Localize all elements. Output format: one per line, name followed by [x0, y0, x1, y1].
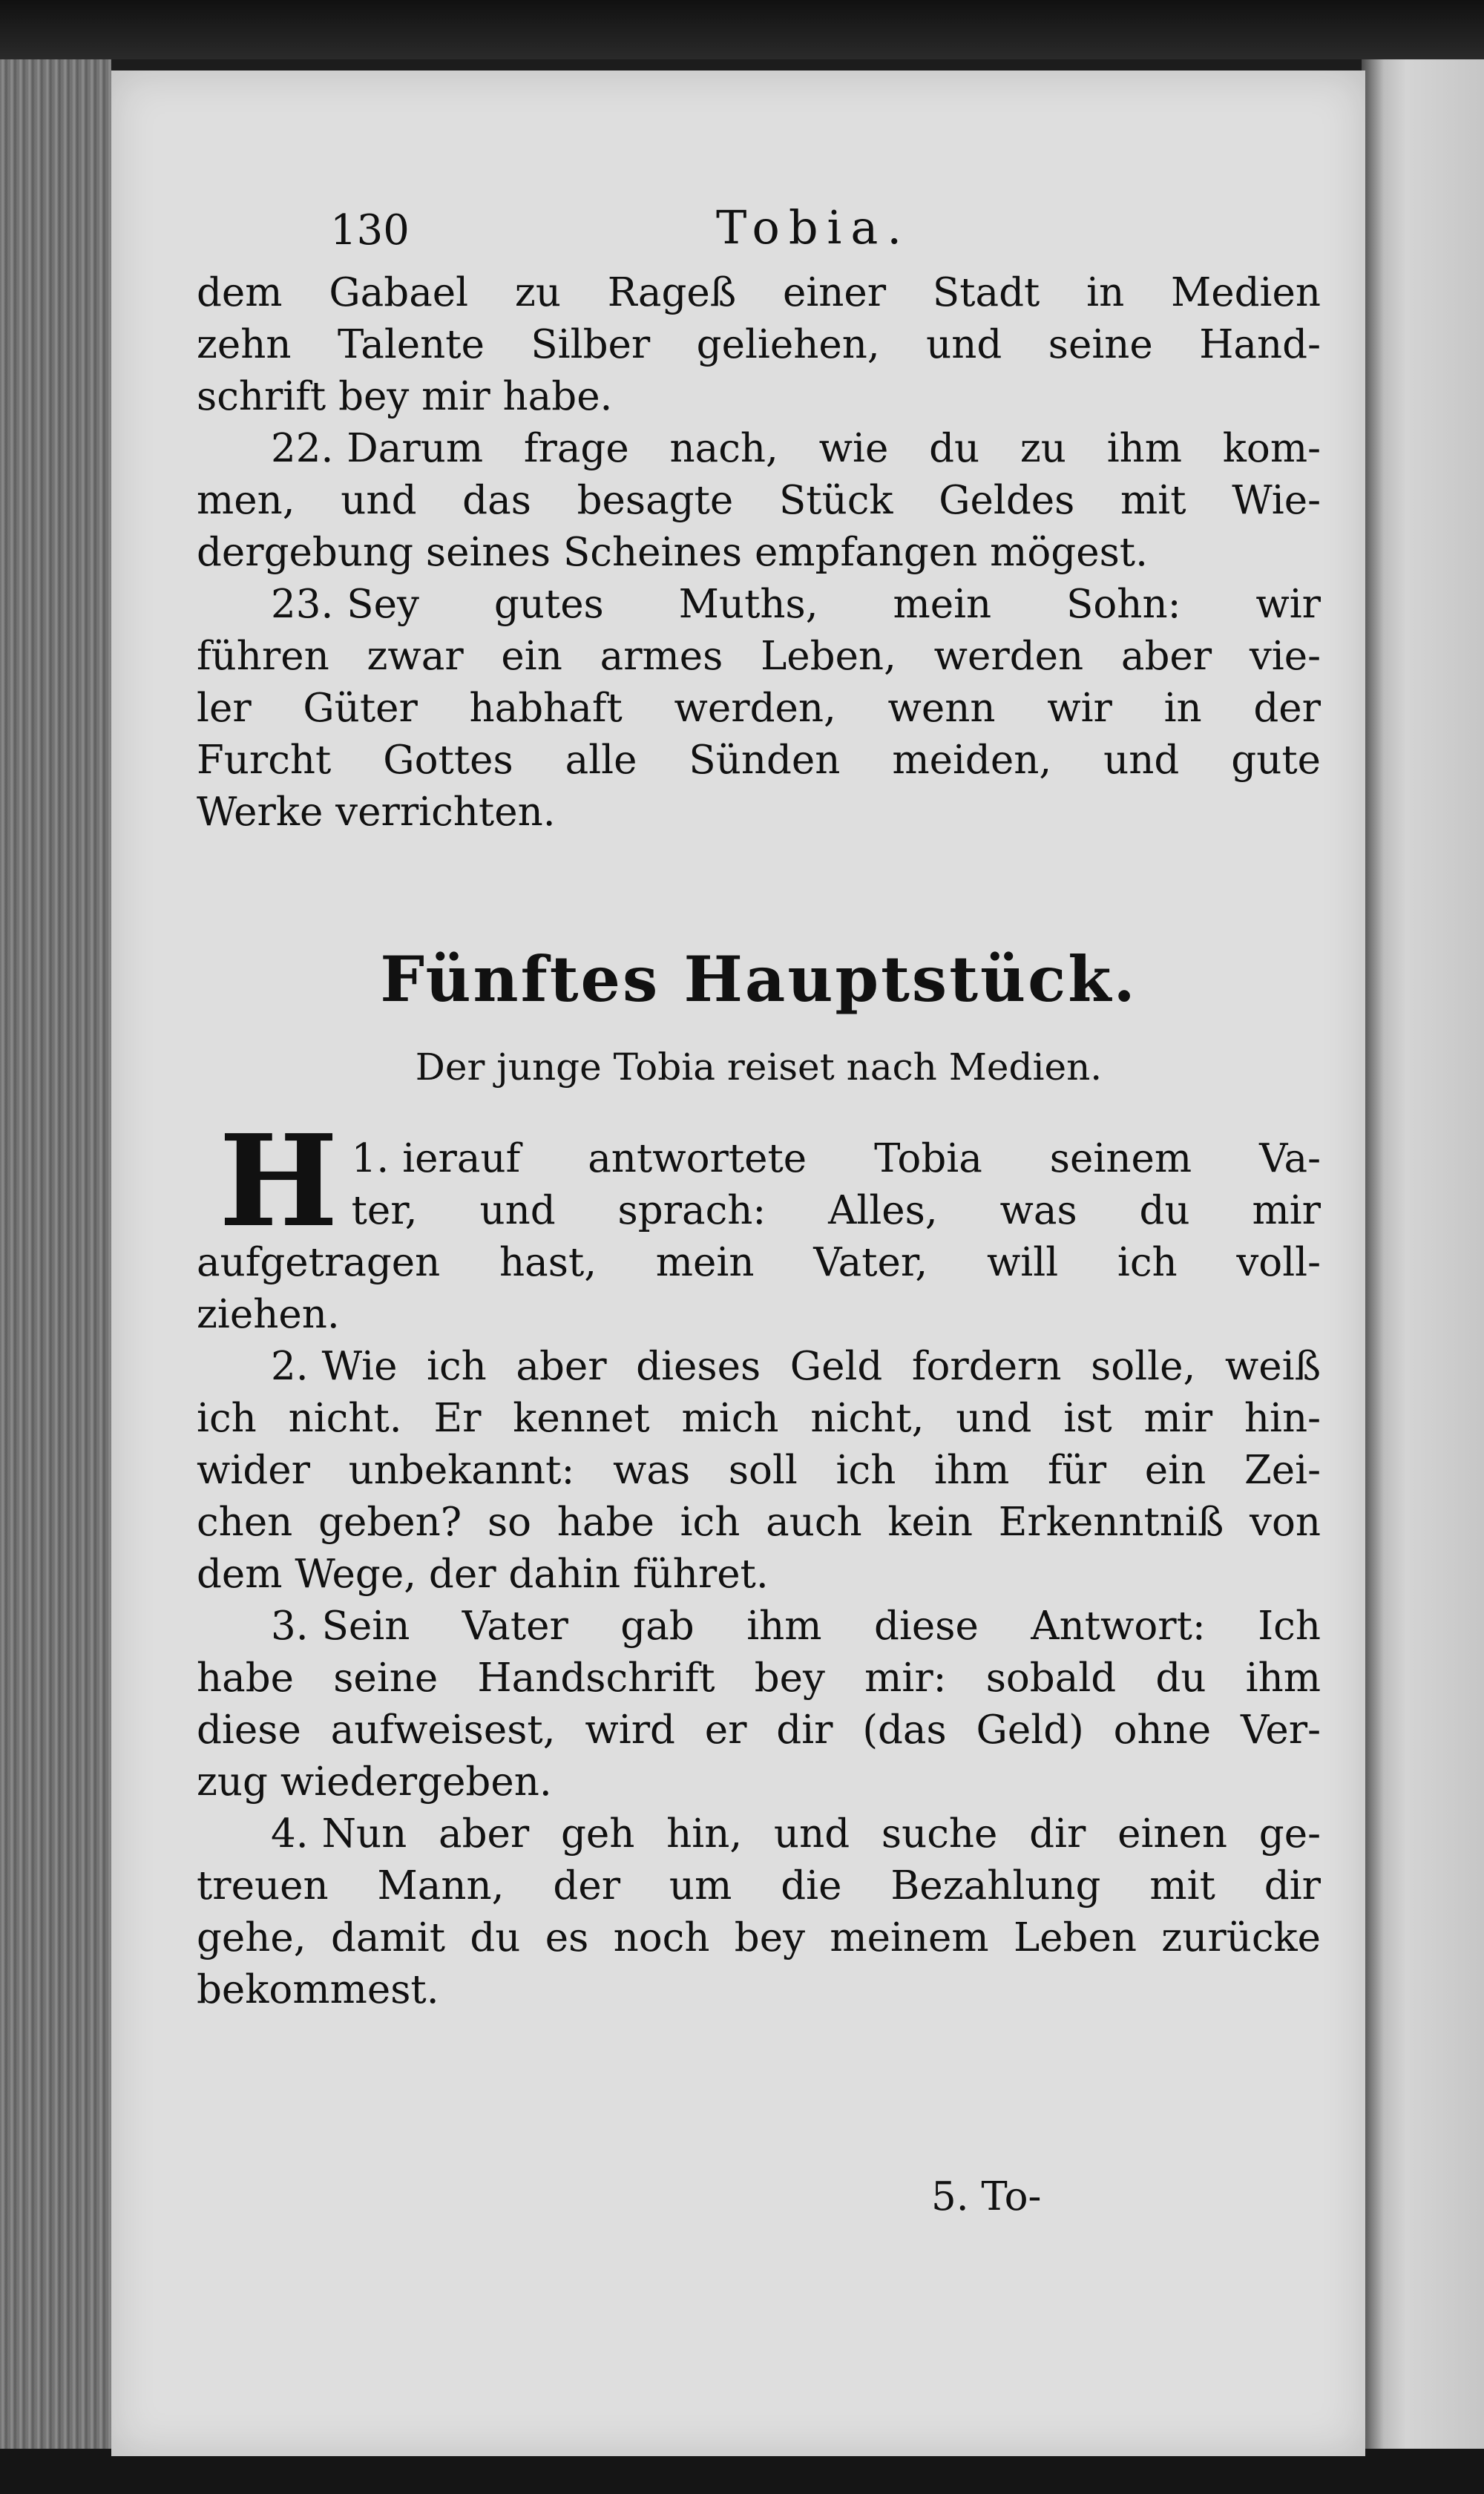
text-line: men, und das besagte Stück Geldes mit Wie-: [197, 478, 1321, 523]
text-line-content: ierauf antwortete Tobia seinem Va-: [402, 1136, 1321, 1181]
text-line: [197, 579, 1321, 631]
text-line: ich nicht. Er kennet mich nicht, und ist mir hin-: [197, 1396, 1321, 1441]
drop-cap-initial: H: [219, 1107, 338, 1256]
text-line: dem Wege, der dahin führet.: [197, 1552, 769, 1597]
text-line: zug wiedergeben.: [197, 1759, 552, 1805]
text-block-bottom: [197, 1107, 1321, 2016]
verse-number: 3.: [271, 1604, 309, 1649]
verse-number: 22.: [271, 426, 334, 471]
book-spine-edges: [0, 59, 111, 2464]
text-line: ler Güter habhaft werden, wenn wir in der: [197, 686, 1321, 731]
page-number: 130: [330, 206, 410, 255]
verse-number: 23.: [271, 582, 334, 627]
verse-2: [197, 1341, 1321, 1601]
verse-23: [197, 579, 1321, 839]
verse-number: 1.: [351, 1136, 390, 1181]
text-line: [197, 1808, 1321, 1860]
text-line: ziehen.: [197, 1292, 340, 1337]
text-line: dem Gabael zu Rageß einer Stadt in Medien: [197, 270, 1321, 315]
text-line: gehe, damit du es noch bey meinem Leben zurücke: [197, 1915, 1321, 1960]
verse-22: [197, 423, 1321, 579]
verse-1: [197, 1107, 1321, 1341]
text-line-content: Sey gutes Muths, mein Sohn: wir: [347, 582, 1321, 627]
text-line: zehn Talente Silber geliehen, und seine Hand-: [197, 322, 1321, 367]
verse-number: 4.: [271, 1811, 309, 1857]
catchword: 5. To-: [931, 2174, 1042, 2219]
text-line: bekommest.: [197, 1967, 439, 2012]
paragraph-continued: [197, 267, 1321, 423]
text-line: Werke verrichten.: [197, 790, 556, 835]
text-line: chen geben? so habe ich auch kein Erkenntniß von: [197, 1500, 1321, 1545]
text-block-top: [197, 267, 1321, 839]
facing-page-edge: [1362, 59, 1484, 2471]
text-line: Furcht Gottes alle Sünden meiden, und gute: [197, 738, 1321, 783]
text-line: aufgetragen hast, mein Vater, will ich voll-: [197, 1240, 1321, 1285]
scan-top-shadow: [0, 0, 1484, 59]
running-head: [197, 200, 1321, 267]
text-line: diese aufweisest, wird er dir (das Geld) ohne Ver-: [197, 1707, 1321, 1753]
text-line: habe seine Handschrift bey mir: sobald du ihm: [197, 1655, 1321, 1701]
verse-4: [197, 1808, 1321, 2016]
page-content: [197, 200, 1321, 2016]
text-line: schrift bey mir habe.: [197, 374, 613, 419]
text-line: dergebung seines Scheines empfangen mögest.: [197, 530, 1148, 575]
chapter-summary: Der junge Tobia reiset nach Medien.: [415, 1046, 1103, 1089]
text-line: treuen Mann, der um die Bezahlung mit dir: [197, 1863, 1321, 1909]
text-line-content: Darum frage nach, wie du zu ihm kom-: [347, 426, 1321, 471]
text-line: ter, und sprach: Alles, was du mir: [351, 1188, 1321, 1233]
text-line-content: Sein Vater gab ihm diese Antwort: Ich: [321, 1604, 1321, 1649]
text-line-content: Wie ich aber dieses Geld fordern solle, weiß: [321, 1344, 1321, 1389]
text-line: [197, 423, 1321, 475]
running-title: Tobia.: [716, 200, 911, 255]
text-line: [197, 1341, 1321, 1393]
verse-3: [197, 1601, 1321, 1808]
text-line: führen zwar ein armes Leben, werden aber vie-: [197, 634, 1321, 679]
text-line: wider unbekannt: was soll ich ihm für ein Zei-: [197, 1448, 1321, 1493]
text-line-content: Nun aber geh hin, und suche dir einen ge-: [321, 1811, 1321, 1857]
verse-number: 2.: [271, 1344, 309, 1389]
chapter-heading: Fünftes Hauptstück.: [380, 942, 1137, 1016]
text-line: [197, 1601, 1321, 1653]
